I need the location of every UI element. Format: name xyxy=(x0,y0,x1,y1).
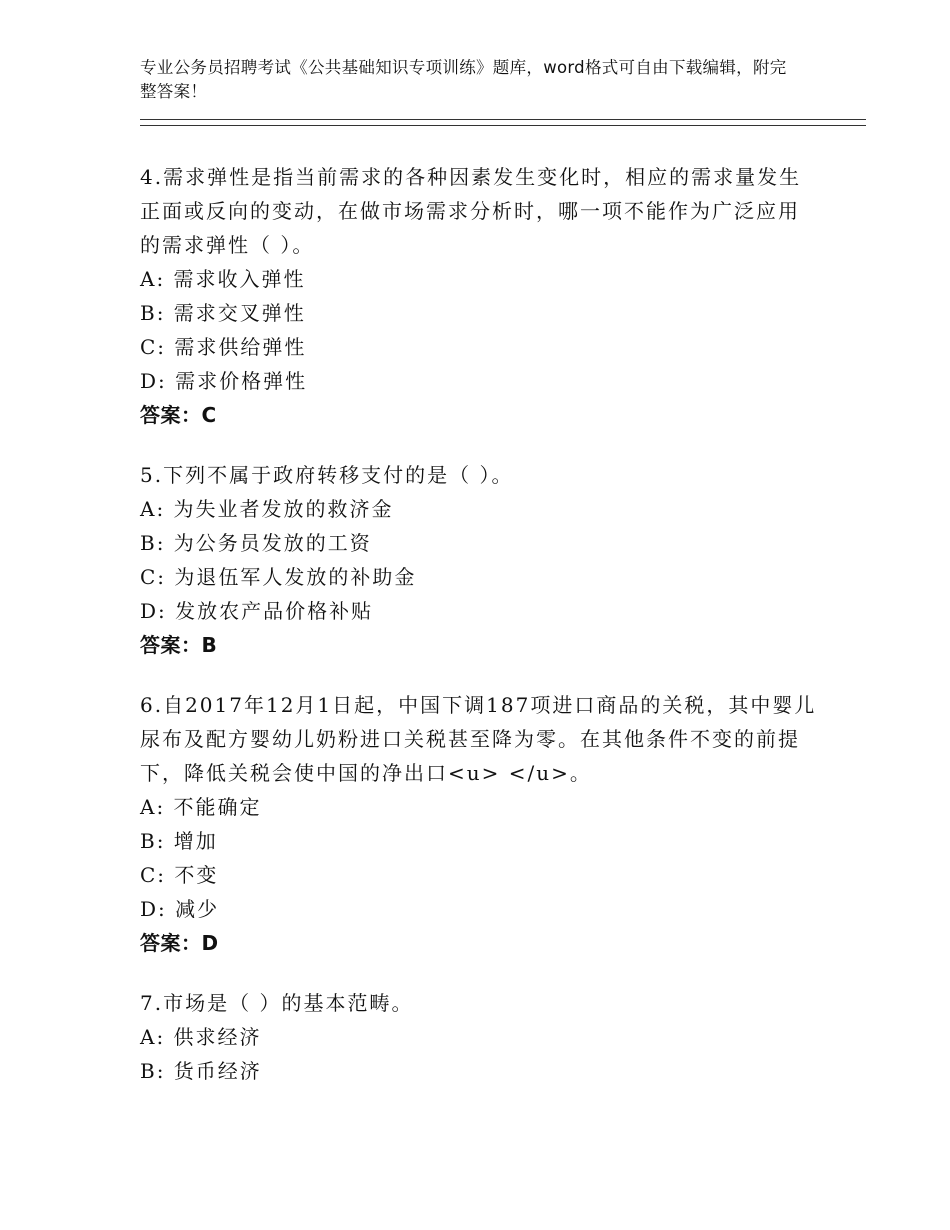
option-b: B: 为公务员发放的工资 xyxy=(140,531,372,555)
option-a: A: 需求收入弹性 xyxy=(140,267,306,291)
option-d: D: 发放农产品价格补贴 xyxy=(140,599,374,623)
option-b: B: 货币经济 xyxy=(140,1059,262,1083)
option-a: A: 供求经济 xyxy=(140,1025,262,1049)
option-c: C: 为退伍军人发放的补助金 xyxy=(140,565,417,589)
document-header: 专业公务员招聘考试《公共基础知识专项训练》题库，word格式可自由下载编辑，附完整答案！ xyxy=(140,58,787,101)
option-d: D: 需求价格弹性 xyxy=(140,369,308,393)
option-a: A: 不能确定 xyxy=(140,795,262,819)
question-stem: 5.下列不属于政府转移支付的是（ ）。 xyxy=(140,463,514,487)
question-stem: 4.需求弹性是指当前需求的各种因素发生变化时，相应的需求量发生正面或反向的变动，在做市场需求分析时，哪一项不能作为广泛应用的需求弹性（ ）。 xyxy=(140,165,802,257)
option-b: B: 需求交叉弹性 xyxy=(140,301,306,325)
question-6 xyxy=(140,688,820,960)
option-b: B: 增加 xyxy=(140,829,218,853)
question-4 xyxy=(140,160,820,432)
answer: 答案：B xyxy=(140,633,218,657)
question-5 xyxy=(140,458,820,662)
option-a: A: 为失业者发放的救济金 xyxy=(140,497,394,521)
question-stem: 6.自2017年12月1日起，中国下调187项进口商品的关税，其中婴儿尿布及配方婴幼儿奶粉进口关税甚至降为零。在其他条件不变的前提下，降低关税会使中国的净出口<u> </u>。 xyxy=(140,693,817,785)
answer: 答案：C xyxy=(140,403,217,427)
question-list xyxy=(140,160,820,1114)
option-c: C: 不变 xyxy=(140,863,219,887)
question-stem: 7.市场是（ ）的基本范畴。 xyxy=(140,991,414,1015)
option-c: C: 需求供给弹性 xyxy=(140,335,307,359)
answer: 答案：D xyxy=(140,931,219,955)
option-d: D: 减少 xyxy=(140,897,220,921)
question-7 xyxy=(140,986,820,1088)
header-divider xyxy=(140,119,866,126)
